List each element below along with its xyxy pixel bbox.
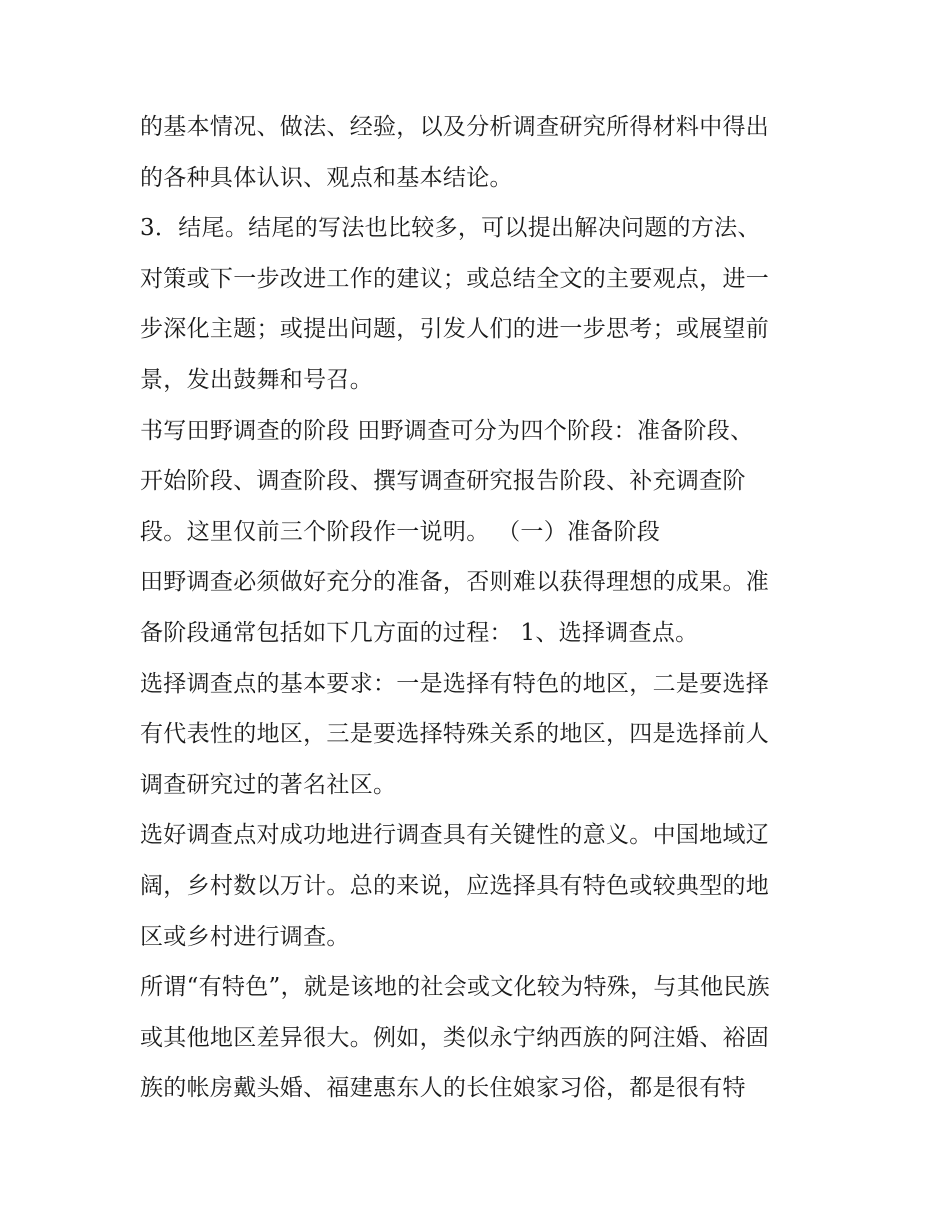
text-line: 开始阶段、调查阶段、撰写调查研究报告阶段、补充调查阶 (140, 468, 746, 495)
text-line: 族的帐房戴头婚、福建惠东人的长住娘家习俗，都是很有特 (140, 1075, 746, 1102)
text-line: 对策或下一步改进工作的建议；或总结全文的主要观点，进一 (140, 265, 770, 292)
text-line: 所谓“有特色”，就是该地的社会或文化较为特殊，与其他民族 (140, 974, 770, 1001)
text-line: 的基本情况、做法、经验，以及分析调查研究所得材料中得出 (140, 114, 770, 140)
text-line: 书写田野调查的阶段 田野调查可分为四个阶段：准备阶段、 (140, 417, 754, 444)
text-line: 的各种具体认识、观点和基本结论。 (140, 164, 513, 191)
text-line: 或其他地区差异很大。例如，类似永宁纳西族的阿注婚、裕固 (140, 1024, 770, 1051)
text-line: 3．结尾。结尾的写法也比较多，可以提出解决问题的方法、 (140, 215, 761, 242)
text-line: 调查研究过的著名社区。 (140, 771, 397, 798)
text-line: 备阶段通常包括如下几方面的过程： 1、选择调查点。 (140, 619, 699, 646)
text-line: 阔，乡村数以万计。总的来说，应选择具有特色或较典型的地 (140, 872, 770, 899)
text-line: 景，发出鼓舞和号召。 (140, 366, 373, 393)
text-line: 有代表性的地区，三是要选择特殊关系的地区，四是选择前人 (140, 721, 770, 748)
document-body (140, 107, 820, 1119)
text-line: 选择调查点的基本要求：一是选择有特色的地区，二是要选择 (140, 670, 770, 697)
text-line: 步深化主题；或提出问题，引发人们的进一步思考；或展望前 (140, 316, 770, 343)
text-line: 选好调查点对成功地进行调查具有关键性的意义。中国地域辽 (140, 822, 770, 849)
text-line: 区或乡村进行调查。 (140, 923, 350, 950)
text-line: 段。这里仅前三个阶段作一说明。 （一）准备阶段 (140, 518, 661, 545)
text-line: 田野调查必须做好充分的准备，否则难以获得理想的成果。准 (140, 569, 770, 596)
